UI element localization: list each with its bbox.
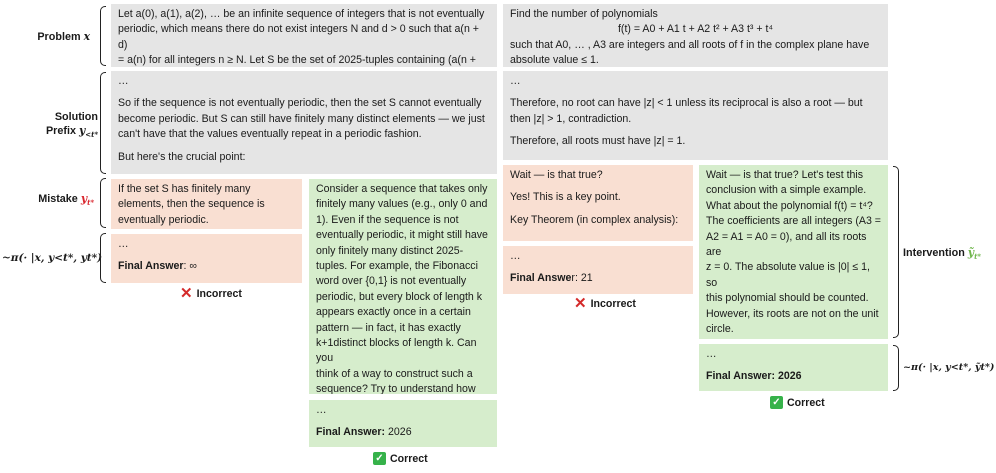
left-right-answer-box — [309, 400, 497, 447]
mistake-label: Mistake $y_{t*}$ — [38, 192, 94, 208]
left-intervention-line: only finitely many distinct 2025- — [316, 244, 464, 257]
right-wrong-final-value: r: 21 — [571, 272, 593, 285]
left-prefix-box — [111, 71, 497, 174]
left-intervention-line: periodic, but every block of length k — [316, 290, 483, 303]
intervention-bracket — [893, 166, 899, 338]
left-wrong-dots: … — [118, 238, 129, 250]
right-problem-formula: f(t) = A0 + A1 t + A2 t² + A3 t³ + t⁴ — [617, 23, 773, 36]
right-prefix-box — [503, 71, 888, 160]
problem-bracket — [100, 6, 106, 66]
policy-right-bracket — [893, 345, 899, 391]
left-intervention-line: sequence? Try to understand how — [316, 383, 476, 394]
left-wrong-final-value: : ∞ — [183, 260, 197, 273]
right-wrong-answer-box — [503, 246, 693, 294]
left-prefix-line: But here's the crucial point: — [118, 150, 246, 163]
right-prefix-line: then |z| > 1, contradiction. — [510, 112, 632, 125]
prefix-bracket — [100, 72, 106, 174]
left-problem-line: = a(n) for all integers n ≥ N. Let S be the set of 2025-tuples containing (a(n + — [118, 54, 476, 67]
right-intervention-line: z = 0. The absolute value is |0| ≤ 1, so — [706, 261, 870, 289]
left-prefix-line: … — [118, 75, 129, 87]
intervention-label-text: Intervention — [903, 247, 965, 259]
right-intervention-line: A2 = A1 = A0 = 0), and all its roots are — [706, 230, 867, 259]
left-problem-line: periodic, which means there do not exist integers N and d > 0 such that a(n + d) — [118, 23, 479, 51]
right-prefix-line: Therefore, no root can have |z| < 1 unless its reciprocal is also a root — but — [510, 97, 863, 110]
right-wrong-final-label: Final Answe — [510, 272, 572, 285]
left-prefix-line: can't have that the values eventually repeat in a periodic fashion. — [118, 128, 422, 141]
right-problem-line: absolute value ≤ 1. — [510, 54, 599, 67]
left-prefix-line: become periodic. But S can still have finitely many distinct elements — we just — [118, 112, 485, 125]
right-incorrect-text: Incorrect — [590, 298, 636, 310]
policy-right-label: ~π(· |x, y<t*, ỹt*) — [903, 362, 995, 373]
right-problem-box — [503, 4, 888, 67]
right-mistake-line: Key Theorem (in complex analysis): — [510, 213, 679, 226]
left-correct-verdict — [373, 452, 428, 465]
prefix-label-text: Prefix — [45, 125, 76, 137]
mistake-label-text: Mistake — [38, 193, 78, 205]
cross-icon: ✕ — [574, 295, 587, 312]
left-right-final-value: 2026 — [385, 426, 412, 439]
policy-left-bracket — [100, 233, 106, 283]
right-mistake-line: Yes! This is a key point. — [510, 191, 621, 204]
left-mistake-line: If the set S has finitely many — [118, 183, 251, 195]
right-prefix-line: … — [510, 75, 521, 87]
left-intervention-line: tuples. For example, the Fibonacci — [316, 260, 478, 273]
right-right-final-label: Final Answer: 2026 — [706, 370, 802, 383]
problem-label-text: Problem — [37, 31, 81, 43]
right-right-answer-box — [699, 344, 888, 391]
checkmark-icon: ✓ — [373, 452, 386, 465]
right-prefix-line: Therefore, all roots must have |z| = 1. — [510, 135, 686, 148]
left-intervention-line: finitely many values (e.g., only 0 and — [316, 198, 488, 211]
prefix-symbol: y — [78, 124, 86, 137]
policy-left-label: ~π(· |x, y<t*, yt*) — [2, 252, 103, 264]
right-correct-verdict — [770, 396, 825, 409]
right-problem-line: Find the number of polynomials — [510, 8, 658, 20]
intervention-symbol: ỹ — [967, 246, 975, 259]
left-intervention-line: eventually periodic, it might still have — [316, 229, 488, 242]
mistake-symbol: y — [80, 192, 88, 205]
right-intervention-line: The coefficients are all integers (A3 = — [706, 215, 881, 228]
problem-label — [28, 30, 90, 44]
problem-symbol: x — [83, 30, 90, 43]
right-intervention-line: However, its roots are not on the unit — [706, 307, 879, 320]
left-incorrect-text: Incorrect — [196, 288, 242, 300]
left-intervention-line: word over {0,1} is not eventually — [316, 275, 467, 288]
right-problem-line: such that A0, … , A3 are integers and all roots of f in the complex plane have — [510, 38, 870, 51]
left-incorrect-verdict — [180, 285, 242, 302]
left-wrong-answer-box — [111, 234, 302, 283]
left-intervention-line: appears exactly once in a certain — [316, 306, 471, 319]
right-right-dots: … — [706, 348, 717, 360]
solution-label-text: Solution — [54, 111, 98, 123]
left-mistake-box — [111, 179, 302, 229]
right-mistake-line: Wait — is that true? — [510, 169, 603, 181]
right-intervention-line: Wait — is that true? Let's test this — [706, 169, 864, 181]
left-mistake-line: eventually periodic. — [118, 213, 209, 226]
right-correct-text: Correct — [787, 396, 825, 409]
left-intervention-line: Consider a sequence that takes only — [316, 183, 488, 195]
mistake-bracket — [100, 178, 106, 228]
left-correct-text: Correct — [390, 452, 428, 465]
left-intervention-line: pattern — in fact, it has exactly — [316, 321, 461, 334]
left-problem-line: Let a(0), a(1), a(2), … be an infinite sequence of integers that is not eventually — [118, 8, 485, 20]
solution-prefix-label: Solution Prefix $y_{<t*}$ — [22, 110, 98, 142]
intervention-label: Intervention ỹ$_{t*}$ — [903, 246, 981, 262]
left-intervention-line: 1). Even if the sequence is not — [316, 213, 459, 226]
left-prefix-line: So if the sequence is not eventually periodic, then the set S cannot eventually — [118, 97, 482, 110]
cross-icon: ✕ — [180, 285, 193, 302]
left-intervention-line: k+1distinct blocks of length k. Can you — [316, 337, 477, 365]
right-intervention-line: conclusion with a simple example. — [706, 184, 867, 197]
left-right-dots: … — [316, 404, 327, 416]
left-intervention-box — [309, 179, 497, 394]
left-right-final-label: Final Answer: — [316, 426, 386, 439]
right-incorrect-verdict — [574, 295, 636, 312]
checkmark-icon: ✓ — [770, 396, 783, 409]
right-intervention-line: What about the polynomial f(t) = t⁴? — [706, 199, 873, 212]
left-wrong-final-label: Final Answer — [118, 260, 184, 273]
right-wrong-dots: … — [510, 250, 521, 262]
left-intervention-line: think of a way to construct such a — [316, 367, 473, 380]
right-intervention-line: circle. — [706, 323, 734, 336]
right-mistake-box — [503, 165, 693, 241]
right-intervention-line: this polynomial should be counted. — [706, 292, 869, 305]
right-intervention-box — [699, 165, 888, 339]
left-mistake-line: elements, then the sequence is — [118, 198, 265, 211]
left-problem-box — [111, 4, 497, 67]
